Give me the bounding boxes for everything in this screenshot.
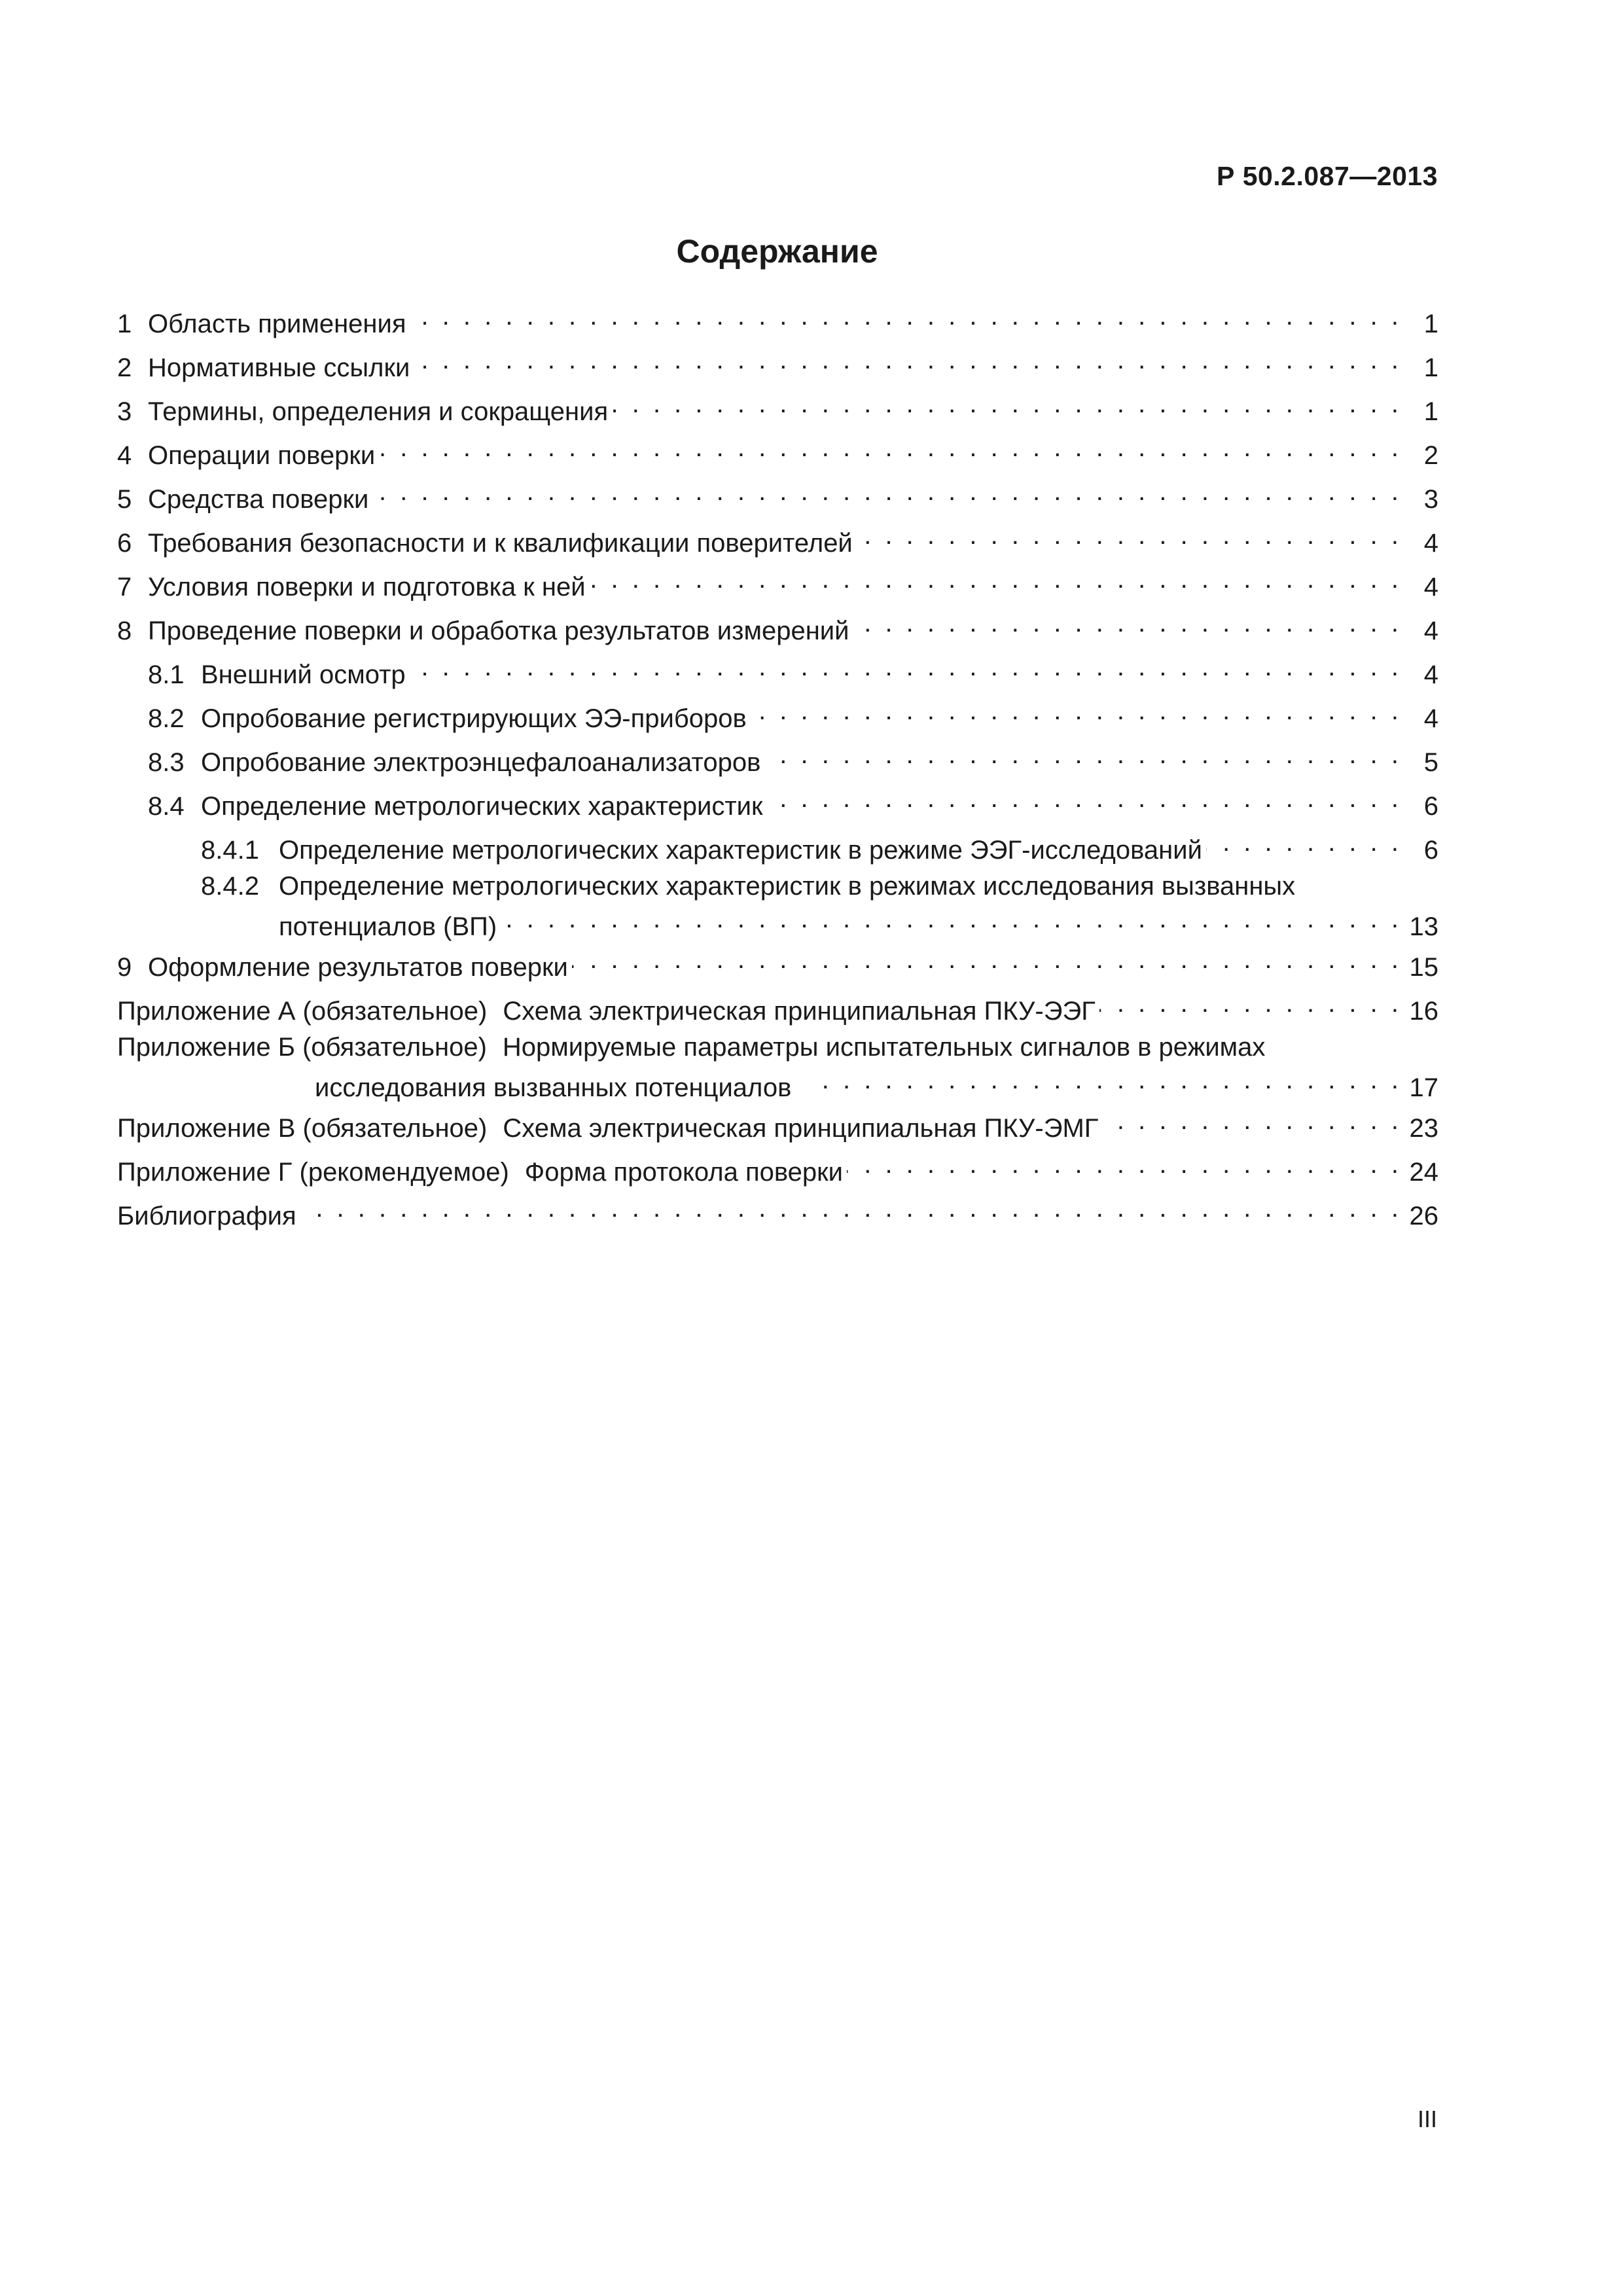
toc-entry[interactable] xyxy=(117,563,1438,601)
toc-leader-dots xyxy=(414,344,1402,376)
toc-entry-number: 9 xyxy=(117,953,132,982)
toc-entry-title: Оформление результатов поверки xyxy=(148,953,568,982)
toc-entry-page: 24 xyxy=(1409,1158,1438,1187)
toc-leader-dots xyxy=(300,1192,1402,1225)
toc-leader-dots xyxy=(1102,1104,1402,1137)
document-code: Р 50.2.087—2013 xyxy=(1216,161,1438,191)
toc-entry-number: 8.4.2 xyxy=(201,872,259,901)
toc-entry[interactable] xyxy=(117,475,1438,514)
toc-leader-dots xyxy=(1206,826,1402,859)
toc-entry-appendix[interactable] xyxy=(117,1031,1438,1102)
toc-entry[interactable] xyxy=(117,782,1438,821)
toc-leader-dots xyxy=(372,475,1402,508)
toc-leader-dots xyxy=(847,1148,1402,1181)
toc-entry-page: 2 xyxy=(1423,441,1438,470)
toc-entry-title: Внешний осмотр xyxy=(201,660,406,689)
toc-leader-dots xyxy=(811,1064,1402,1096)
toc-entry-page: 5 xyxy=(1423,748,1438,777)
toc-leader-dots xyxy=(857,519,1402,552)
toc-entry-title: Условия поверки и подготовка к ней xyxy=(148,573,586,601)
appendix-label: Приложение Г (рекомендуемое) xyxy=(117,1158,509,1187)
toc-entry-number: 8.3 xyxy=(148,748,185,777)
toc-entry-title: Термины, определения и сокращения xyxy=(148,397,609,426)
toc-entry[interactable] xyxy=(117,431,1438,470)
toc-entry[interactable] xyxy=(117,738,1438,777)
toc-entry-number: 8.1 xyxy=(148,660,185,689)
toc-entry[interactable] xyxy=(117,387,1438,426)
toc-entry-title-line1: Нормируемые параметры испытательных сигналов в режимах xyxy=(502,1033,1266,1062)
toc-leader-dots xyxy=(764,738,1402,771)
toc-entry-page: 4 xyxy=(1423,660,1438,689)
toc-entry-bibliography[interactable] xyxy=(117,1192,1438,1230)
toc-entry-page: 1 xyxy=(1423,310,1438,338)
toc-entry[interactable] xyxy=(117,694,1438,733)
toc-entry-number: 1 xyxy=(117,310,132,338)
toc-entry-number: 6 xyxy=(117,529,132,558)
toc-entry-title: Схема электрическая принципиальная ПКУ-ЭЭГ xyxy=(503,997,1096,1026)
toc-entry-page: 13 xyxy=(1409,912,1438,941)
toc-leader-dots xyxy=(1099,987,1402,1020)
toc-entry-title: Проведение поверки и обработка результатов измерений xyxy=(148,617,849,645)
toc-title: Содержание xyxy=(676,233,878,270)
page-number: III xyxy=(1417,2106,1437,2132)
toc-entry-page: 23 xyxy=(1409,1114,1438,1143)
toc-leader-dots xyxy=(853,607,1402,639)
toc-leader-dots xyxy=(590,563,1402,596)
toc-entry-page: 4 xyxy=(1423,704,1438,733)
appendix-label: Приложение В (обязательное) xyxy=(117,1114,488,1143)
toc-leader-dots xyxy=(410,651,1402,683)
toc-entry-page: 17 xyxy=(1409,1073,1438,1102)
toc-entry-title: Требования безопасности и к квалификации поверителей xyxy=(148,529,853,558)
toc-leader-dots xyxy=(751,694,1402,727)
toc-leader-dots xyxy=(501,903,1402,935)
appendix-label: Приложение Б (обязательное) xyxy=(117,1033,487,1062)
toc-entry-number: 7 xyxy=(117,573,132,601)
toc-entry-number: 8.4 xyxy=(148,792,185,821)
toc-entry-number: 8 xyxy=(117,617,132,645)
toc-entry-title-line2: потенциалов (ВП) xyxy=(279,912,497,941)
toc-entry-title: Средства поверки xyxy=(148,485,369,514)
toc-entry-page: 4 xyxy=(1423,617,1438,645)
toc-entry[interactable] xyxy=(117,519,1438,558)
toc-entry[interactable] xyxy=(117,943,1438,982)
toc-entry-title: Операции поверки xyxy=(148,441,376,470)
appendix-label: Приложение А (обязательное) xyxy=(117,997,488,1026)
toc-entry-appendix[interactable] xyxy=(117,987,1438,1026)
toc-entry-page: 1 xyxy=(1423,353,1438,382)
toc-leader-dots xyxy=(379,431,1402,464)
toc-entry-number: 8.2 xyxy=(148,704,185,733)
toc-entry-page: 26 xyxy=(1409,1202,1438,1230)
toc-entry-page: 6 xyxy=(1423,792,1438,821)
toc-entry-page: 3 xyxy=(1423,485,1438,514)
toc-entry-title: Форма протокола поверки xyxy=(524,1158,844,1187)
toc-entry[interactable] xyxy=(117,870,1438,941)
toc-entry-appendix[interactable] xyxy=(117,1104,1438,1143)
toc-entry-title: Определение метрологических характеристик xyxy=(201,792,763,821)
toc-entry-title: Область применения xyxy=(148,310,406,338)
toc-entry[interactable] xyxy=(117,826,1438,865)
toc-leader-dots xyxy=(612,387,1402,420)
toc-entry-page: 15 xyxy=(1409,953,1438,982)
toc-entry-title-line1: Определение метрологических характеристик в режимах исследования вызванных xyxy=(279,872,1296,901)
toc-entry[interactable] xyxy=(117,300,1438,338)
toc-entry-number: 5 xyxy=(117,485,132,514)
toc-entry-number: 4 xyxy=(117,441,132,470)
toc-entry-page: 6 xyxy=(1423,836,1438,865)
toc-leader-dots xyxy=(572,943,1402,976)
toc-entry-page: 16 xyxy=(1409,997,1438,1026)
toc-entry[interactable] xyxy=(117,344,1438,382)
toc-entry-title: Опробование регистрирующих ЭЭ-приборов xyxy=(201,704,747,733)
toc-entry-number: 3 xyxy=(117,397,132,426)
toc-entry-appendix[interactable] xyxy=(117,1148,1438,1187)
toc-entry-page: 1 xyxy=(1423,397,1438,426)
toc-leader-dots xyxy=(410,300,1402,332)
toc-entry-title: Схема электрическая принципиальная ПКУ-ЭМГ xyxy=(503,1114,1099,1143)
toc-entry-page: 4 xyxy=(1423,573,1438,601)
toc-leader-dots xyxy=(767,782,1402,815)
toc-entry-title: Нормативные ссылки xyxy=(148,353,410,382)
toc-entry-number: 8.4.1 xyxy=(201,836,259,865)
toc-entry-title: Библиография xyxy=(117,1202,296,1230)
toc-entry-title: Определение метрологических характеристик в режиме ЭЭГ-исследований xyxy=(279,836,1202,865)
toc-entry[interactable] xyxy=(117,651,1438,689)
toc-entry[interactable] xyxy=(117,607,1438,645)
toc-entry-title: Опробование электроэнцефалоанализаторов xyxy=(201,748,761,777)
toc-entry-title-line2: исследования вызванных потенциалов xyxy=(315,1073,792,1102)
toc-entry-number: 2 xyxy=(117,353,132,382)
table-of-contents xyxy=(117,300,1438,1236)
toc-entry-page: 4 xyxy=(1423,529,1438,558)
